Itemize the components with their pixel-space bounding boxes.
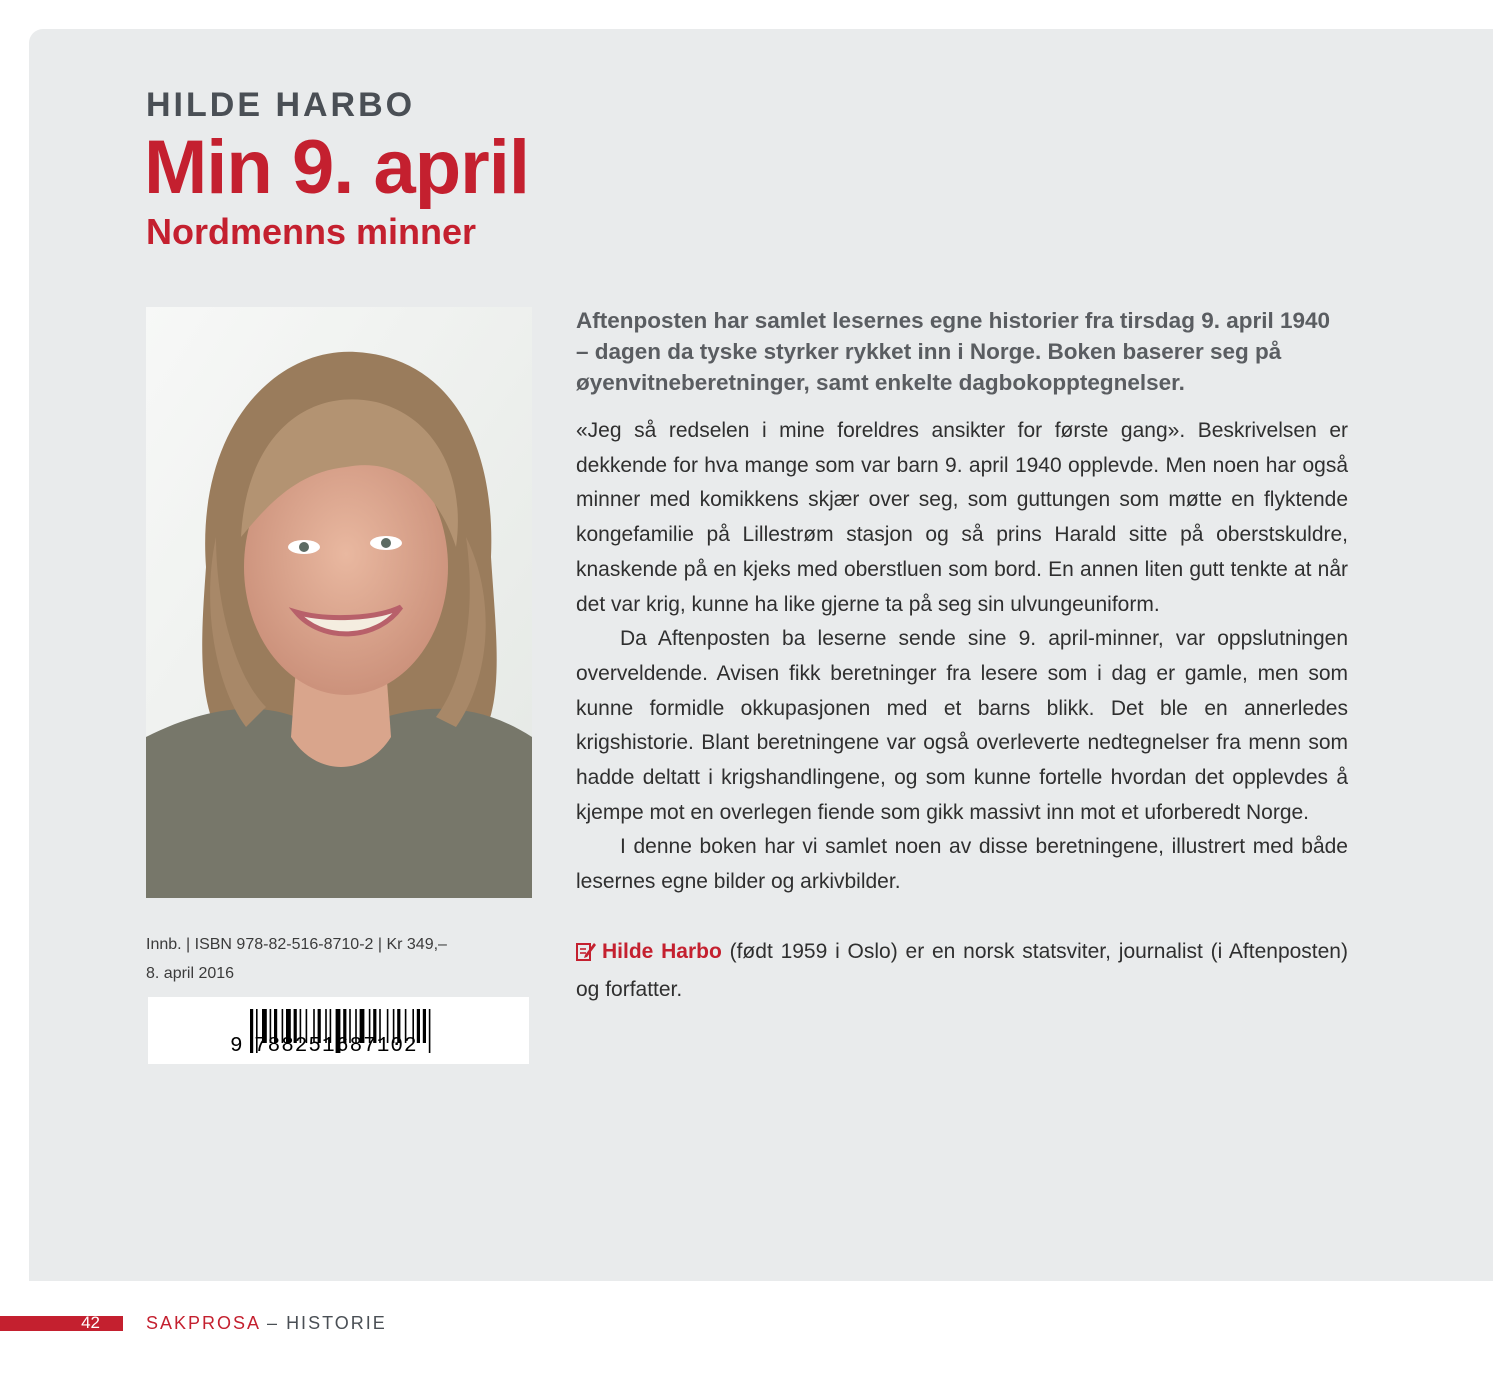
page-number: 42	[81, 1313, 100, 1332]
pen-paper-icon	[576, 938, 596, 973]
barcode	[148, 997, 529, 1064]
section-separator: –	[260, 1313, 287, 1333]
barcode-group-2: 687102	[336, 1035, 418, 1058]
author-bio	[576, 935, 1348, 1007]
section-label	[146, 1312, 387, 1334]
author-name: HILDE HARBO	[146, 86, 416, 124]
footer-accent-bar	[0, 1316, 123, 1331]
book-subtitle: Nordmenns minner	[146, 211, 477, 252]
barcode-group-1: 788251	[254, 1035, 336, 1058]
isbn-price-line: Innb. | ISBN 978-82-516-8710-2 | Kr 349,–	[146, 936, 447, 953]
body-text	[576, 414, 1348, 900]
book-title: Min 9. april	[144, 125, 529, 210]
book-meta	[146, 930, 536, 988]
lede-paragraph: Aftenposten har samlet lesernes egne historier fra tirsdag 9. april 1940 – dagen da tyske styrker rykket inn i Norge. Boken baserer seg på øyenvitneberetninger, samt enkelte dagbokopptegnelser.	[576, 308, 1331, 395]
body-paragraph-3: I denne boken har vi samlet noen av disse beretningene, illustrert med både lesernes egne bilder og arkivbilder.	[576, 835, 1348, 894]
barcode-first-digit: 9	[230, 1035, 243, 1058]
author-photo	[146, 307, 532, 898]
section-subcategory: HISTORIE	[286, 1313, 387, 1333]
barcode-bar	[423, 1009, 426, 1043]
section-category: SAKPROSA	[146, 1313, 261, 1333]
bio-text: (født 1959 i Oslo) er en norsk statsviter, journalist (i Aftenposten) og forfatter.	[576, 940, 1348, 1001]
release-date: 8. april 2016	[146, 965, 235, 982]
body-paragraph-2: Da Aftenposten ba leserne sende sine 9. april-minner, var oppslutningen overveldende. Avisen fikk beretninger fra lesere som i dag er gamle, men som kunne formidle okkupasjonen med et barns blikk. Det ble en annerledes krigshistorie. Blant beretningene var også overleverte nedtegnelser fra menn som hadde deltatt i krigshandlingene, og som kunne fortelle hvordan det opplevdes å kjempe mot en overlegen fiende som gikk massivt inn mot et uforberedt Norge.	[576, 627, 1348, 824]
body-paragraph-1: «Jeg så redselen i mine foreldres ansikter for første gang». Beskrivelsen er dekkende for hva mange som var barn 9. april 1940 opplevde. Men noen har også minner med komikkens skjær over seg, som guttungen som møtte en flyktende kongefamilie på Lillestrøm stasjon og så prins Harald sitte på oberstskuldre, knaskende på en kjeks med oberstluen som bord. En annen liten gutt tenkte at når det var krig, kunne ha like gjerne ta på seg sin ulvungeuniform.	[576, 419, 1348, 616]
bio-author-name: Hilde Harbo	[602, 940, 722, 963]
barcode-bar	[250, 1009, 253, 1053]
barcode-bar	[429, 1009, 431, 1053]
